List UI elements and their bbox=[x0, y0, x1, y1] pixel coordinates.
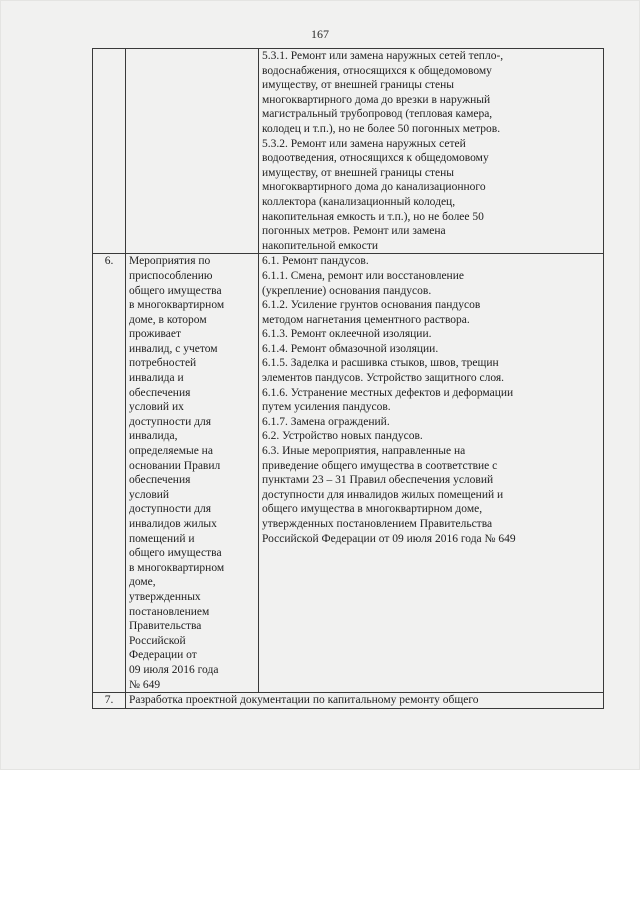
text-line: доступности для bbox=[129, 503, 211, 516]
text-line: погонных метров. Ремонт или замена bbox=[262, 225, 446, 238]
text-line: инвалидов жилых bbox=[129, 518, 217, 530]
text-line: приспособлению bbox=[129, 269, 213, 282]
text-line: № 649 bbox=[129, 678, 161, 691]
text-line: утвержденных постановлением Правительства bbox=[262, 518, 493, 530]
text-line: водоснабжения, относящихся к общедомовому bbox=[262, 64, 492, 77]
table-row bbox=[93, 693, 604, 709]
text-line: 5.3.2. Ремонт или замена наружных сетей bbox=[262, 137, 466, 150]
text-line: 6.1.2. Усиление грунтов основания пандусов bbox=[262, 299, 481, 312]
text-line: (укрепление) основания пандусов. bbox=[262, 284, 432, 297]
row-number-cell bbox=[93, 49, 126, 254]
text-line: имуществу, от внешней границы стены bbox=[262, 166, 455, 179]
text-line: 6.1.6. Устранение местных дефектов и деформации bbox=[262, 386, 514, 399]
text-line: элементов пандусов. Устройство защитного слоя. bbox=[262, 372, 505, 385]
text-line: доме, в котором bbox=[129, 313, 207, 326]
text-line: условий bbox=[129, 488, 170, 501]
text-line: многоквартирного дома до канализационного bbox=[262, 181, 486, 194]
page-number: 167 bbox=[311, 27, 329, 41]
table-row bbox=[93, 49, 604, 254]
text-line: Российской Федерации от 09 июля 2016 года № 649 bbox=[262, 532, 516, 545]
work-title-text: Разработка проектной документации по капитальному ремонту общего bbox=[129, 694, 479, 707]
text-line: основании Правил bbox=[129, 459, 221, 472]
text-line: доме, bbox=[129, 576, 156, 589]
text-line: 6.1.3. Ремонт оклеечной изоляции. bbox=[262, 328, 432, 341]
work-cell bbox=[259, 254, 604, 693]
text-line: 6.2. Устройство новых пандусов. bbox=[262, 430, 423, 443]
text-line: помещений и bbox=[129, 532, 195, 545]
row-number-cell: 6. bbox=[93, 254, 126, 693]
text-line: накопительной емкости bbox=[262, 239, 379, 252]
text-line: обеспечения bbox=[129, 474, 191, 487]
text-line: обеспечения bbox=[129, 386, 191, 399]
text-line: колодец и т.п.), но не более 50 погонных метров. bbox=[262, 122, 501, 135]
text-line: 6.1. Ремонт пандусов. bbox=[262, 255, 369, 268]
text-line: Правительства bbox=[129, 620, 202, 633]
text-line: путем усиления пандусов. bbox=[262, 401, 391, 414]
row-number-cell: 7. bbox=[93, 693, 126, 709]
text-line: инвалида, bbox=[129, 430, 178, 443]
text-line: накопительная емкость и т.п.), но не более 50 bbox=[262, 210, 484, 223]
text-line: коллектора (канализационный колодец, bbox=[262, 195, 456, 208]
text-line: доступности для инвалидов жилых помещений и bbox=[262, 488, 504, 501]
text-line: в многоквартирном bbox=[129, 299, 225, 312]
works-table bbox=[92, 48, 604, 709]
text-line: потребностей bbox=[129, 357, 197, 370]
text-line: водоотведения, относящихся к общедомовому bbox=[262, 152, 489, 165]
text-line: магистральный трубопровод (тепловая камера, bbox=[262, 108, 493, 121]
text-line: общего имущества bbox=[129, 284, 222, 297]
text-line: проживает bbox=[129, 328, 181, 341]
event-cell bbox=[126, 49, 259, 254]
text-line: 6.1.1. Смена, ремонт или восстановление bbox=[262, 269, 464, 282]
text-line: 5.3.1. Ремонт или замена наружных сетей тепло-, bbox=[262, 50, 504, 62]
text-line: 6.1.4. Ремонт обмазочной изоляции. bbox=[262, 342, 439, 355]
table-row bbox=[93, 254, 604, 693]
text-line: доступности для bbox=[129, 415, 211, 428]
text-line: методом нагнетания цементного раствора. bbox=[262, 313, 470, 326]
text-line: Российской bbox=[129, 634, 186, 647]
text-line: инвалида и bbox=[129, 372, 184, 385]
text-line: 6.1.5. Заделка и расшивка стыков, швов, трещин bbox=[262, 357, 499, 370]
text-line: имуществу, от внешней границы стены bbox=[262, 79, 455, 92]
text-line: Мероприятия по bbox=[129, 255, 211, 268]
text-line: 09 июля 2016 года bbox=[129, 663, 219, 676]
text-line: определяемые на bbox=[129, 445, 213, 458]
work-cell bbox=[259, 49, 604, 254]
text-line: в многоквартирном bbox=[129, 561, 225, 574]
event-cell bbox=[126, 254, 259, 693]
text-line: 6.3. Иные мероприятия, направленные на bbox=[262, 445, 466, 458]
text-line: общего имущества bbox=[129, 547, 222, 560]
text-line: Федерации от bbox=[129, 649, 197, 662]
text-line: 6.1.7. Замена ограждений. bbox=[262, 415, 390, 428]
work-title-cell bbox=[126, 693, 604, 709]
text-line: инвалид, с учетом bbox=[129, 342, 218, 355]
text-line: приведение общего имущества в соответствие с bbox=[262, 459, 498, 472]
text-line: условий их bbox=[129, 401, 184, 414]
text-line: постановлением bbox=[129, 605, 210, 618]
text-line: утвержденных bbox=[129, 590, 201, 603]
text-line: многоквартирного дома до врезки в наружный bbox=[262, 93, 491, 106]
text-line: общего имущества в многоквартирном доме, bbox=[262, 503, 483, 516]
text-line: пунктами 23 – 31 Правил обеспечения условий bbox=[262, 474, 494, 487]
